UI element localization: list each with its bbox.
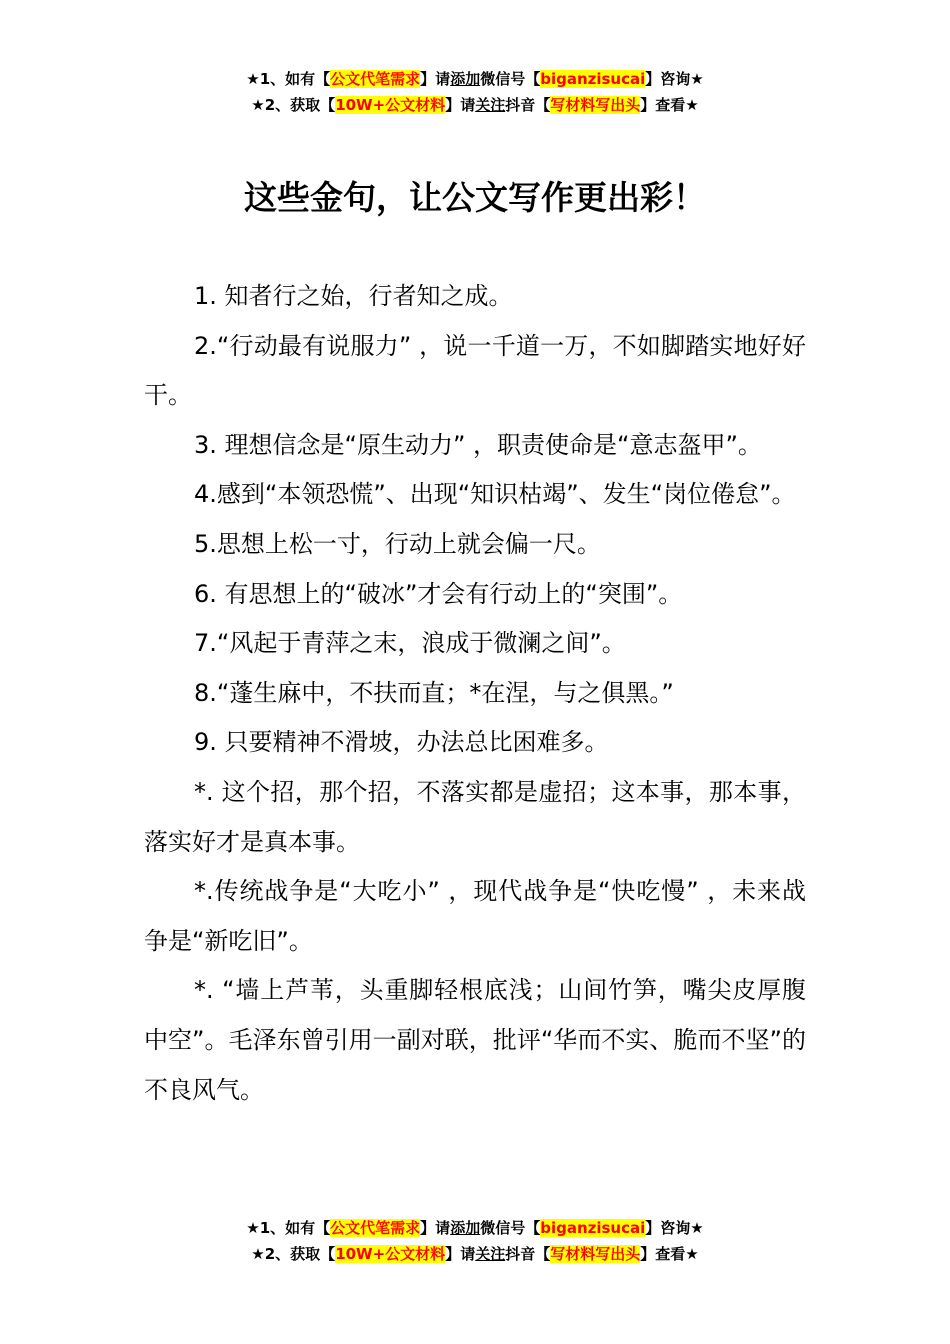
- banner-highlight: 公文代笔需求: [330, 1219, 421, 1237]
- banner-highlight: 写材料写出头: [550, 1245, 641, 1263]
- paragraph: *.传统战争是“大吃小” ，现代战争是“快吃慢” ，未来战争是“新吃旧”。: [144, 877, 806, 955]
- paragraph: 3. 理想信念是“原生动力” ，职责使命是“意志盔甲”。: [194, 430, 762, 459]
- banner-text: 微信号【: [480, 1219, 541, 1237]
- banner-line-2: [0, 92, 950, 118]
- banner-underlined: 添加: [450, 1219, 481, 1237]
- banner-highlight: 10W+公文材料: [335, 96, 446, 114]
- banner-text: ★2、获取【: [251, 96, 336, 114]
- banner-text: 微信号【: [480, 70, 541, 88]
- banner-line-1: [0, 1215, 950, 1241]
- paragraph: 6. 有思想上的“破冰”才会有行动上的“突围”。: [194, 579, 683, 608]
- banner-highlight: 10W+公文材料: [335, 1245, 446, 1263]
- paragraph: *. “墙上芦苇，头重脚轻根底浅；山间竹笋，嘴尖皮厚腹中空”。毛泽东曾引用一副对联，批评“华而不实、脆而不坚”的不良风气。: [144, 976, 806, 1104]
- banner-text: 】咨询★: [645, 1219, 704, 1237]
- banner-text: 抖音【: [505, 96, 551, 114]
- banner-text: 】查看★: [640, 96, 699, 114]
- banner-text: 】请: [420, 70, 451, 88]
- banner-highlight: 写材料写出头: [550, 96, 641, 114]
- header-banner: [0, 66, 950, 118]
- banner-text: 】请: [445, 96, 476, 114]
- document-title: 这些金句，让公文写作更出彩！: [244, 178, 706, 217]
- paragraph: 2.“行动最有说服力” ，说一千道一万，不如脚踏实地好好干。: [144, 331, 806, 410]
- banner-text: 】请: [420, 1219, 451, 1237]
- banner-text: ★1、如有【: [246, 1219, 331, 1237]
- banner-underlined: 添加: [450, 70, 481, 88]
- paragraph: 5.思想上松一寸，行动上就会偏一尺。: [194, 529, 601, 558]
- paragraph: 7.“风起于青萍之末，浪成于微澜之间”。: [194, 629, 626, 658]
- banner-highlight: biganzisucai: [540, 70, 646, 88]
- footer-banner: [0, 1215, 950, 1267]
- paragraph: 8.“蓬生麻中，不扶而直；*在涅，与之俱黑。”: [194, 678, 674, 707]
- paragraph: *. 这个招，那个招，不落实都是虚招；这本事，那本事，落实好才是真本事。: [144, 777, 806, 856]
- banner-underlined: 关注: [475, 1245, 506, 1263]
- paragraph: 4.感到“本领恐慌”、出现“知识枯竭”、发生“岗位倦怠”。: [194, 480, 796, 509]
- document-body: [144, 272, 806, 1115]
- banner-line-2: [0, 1241, 950, 1267]
- banner-highlight: 公文代笔需求: [330, 70, 421, 88]
- banner-line-1: [0, 66, 950, 92]
- paragraph: 9. 只要精神不滑坡，办法总比困难多。: [194, 728, 609, 757]
- banner-text: 】咨询★: [645, 70, 704, 88]
- banner-highlight: biganzisucai: [540, 1219, 646, 1237]
- banner-text: 】请: [445, 1245, 476, 1263]
- banner-text: ★2、获取【: [251, 1245, 336, 1263]
- banner-text: ★1、如有【: [246, 70, 331, 88]
- paragraph: 1. 知者行之始，行者知之成。: [194, 282, 513, 310]
- banner-underlined: 关注: [475, 96, 506, 114]
- banner-text: 】查看★: [640, 1245, 699, 1263]
- banner-text: 抖音【: [505, 1245, 551, 1263]
